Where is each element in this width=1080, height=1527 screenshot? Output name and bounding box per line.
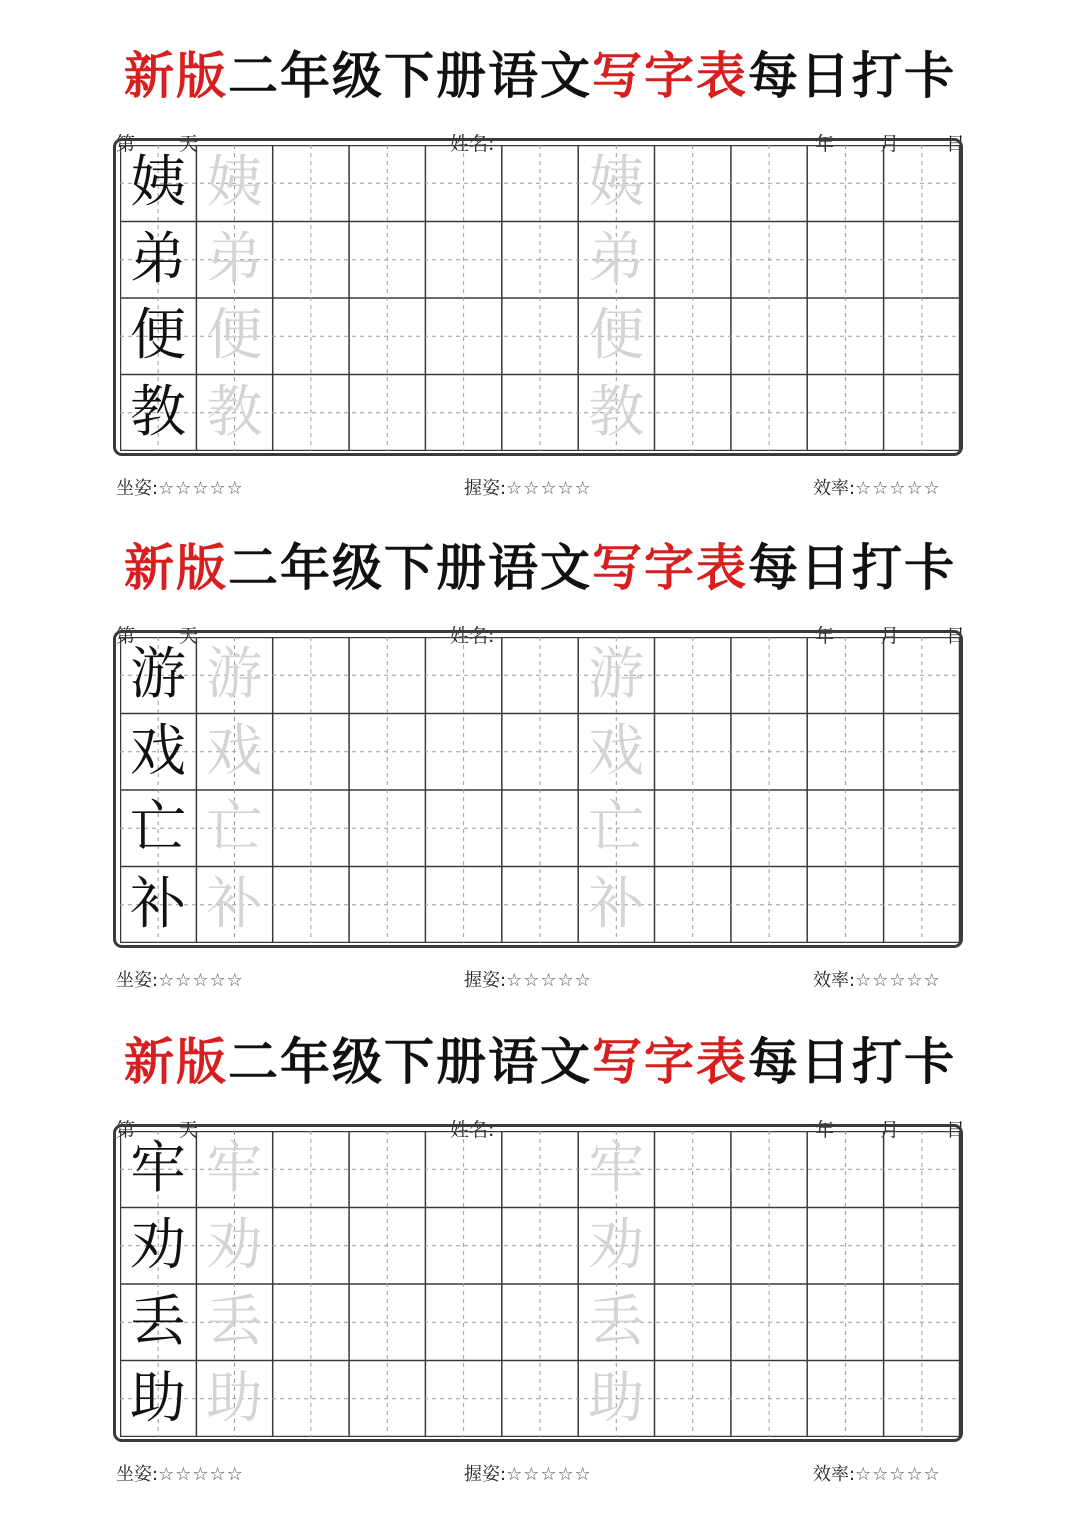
model-character: 戏 (130, 718, 186, 784)
efficiency-rating: 效率:☆☆☆☆☆ (813, 1464, 941, 1485)
trace-character: 教 (206, 379, 263, 445)
model-character: 姨 (130, 150, 186, 215)
efficiency-stars[interactable]: ☆☆☆☆☆ (855, 970, 941, 991)
model-character: 助 (130, 1365, 186, 1431)
model-character: 弟 (130, 226, 186, 292)
trace-character: 游 (588, 642, 645, 707)
model-character: 教 (130, 379, 186, 445)
trace-character: 丢 (588, 1289, 645, 1354)
name-field-label[interactable]: 姓名: (450, 133, 495, 155)
sitting-stars[interactable]: ☆☆☆☆☆ (158, 1464, 244, 1485)
grip-stars[interactable]: ☆☆☆☆☆ (506, 970, 592, 991)
model-character: 劝 (130, 1212, 186, 1278)
model-character-cell (120, 790, 196, 866)
model-character-cell (120, 1361, 196, 1437)
date-label: 日 (946, 133, 966, 155)
day-counter-label: 第 天 (116, 625, 199, 647)
model-character: 游 (130, 642, 186, 707)
trace-character-cell[interactable] (196, 790, 272, 866)
trace-character: 教 (588, 379, 645, 445)
trace-character-cell[interactable] (196, 298, 272, 374)
trace-character: 牢 (206, 1136, 263, 1201)
trace-character-cell[interactable] (196, 637, 272, 713)
month-label: 月 (880, 133, 900, 155)
trace-character: 助 (588, 1365, 645, 1431)
year-label: 年 (815, 1119, 835, 1141)
sitting-rating: 坐姿:☆☆☆☆☆ (116, 970, 244, 991)
month-label: 月 (880, 625, 900, 647)
day-counter-label: 第 天 (116, 1119, 199, 1141)
trace-character: 戏 (206, 718, 263, 784)
trace-character-cell[interactable] (196, 714, 272, 790)
name-field-label[interactable]: 姓名: (450, 625, 495, 647)
practice-section (0, 1026, 1080, 1526)
model-character: 丢 (130, 1289, 186, 1354)
grip-rating: 握姿:☆☆☆☆☆ (464, 970, 592, 991)
trace-character: 便 (206, 303, 263, 368)
model-character-cell (120, 222, 196, 298)
trace-character-cell[interactable] (578, 1208, 654, 1284)
practice-section (0, 532, 1080, 1032)
writing-grid (120, 1131, 960, 1437)
model-character-cell (120, 375, 196, 451)
date-label: 日 (946, 1119, 966, 1141)
date-label: 日 (946, 625, 966, 647)
trace-character: 戏 (588, 718, 645, 784)
trace-character-cell[interactable] (196, 1208, 272, 1284)
model-character-cell (120, 145, 196, 221)
model-character-cell (120, 298, 196, 374)
trace-character-cell[interactable] (578, 145, 654, 221)
trace-character-cell[interactable] (196, 1284, 272, 1360)
trace-character: 助 (206, 1365, 263, 1431)
trace-character-cell[interactable] (578, 222, 654, 298)
efficiency-rating: 效率:☆☆☆☆☆ (813, 970, 941, 991)
grip-stars[interactable]: ☆☆☆☆☆ (506, 1464, 592, 1485)
trace-character-cell[interactable] (196, 375, 272, 451)
grip-stars[interactable]: ☆☆☆☆☆ (506, 478, 592, 499)
model-character-cell (120, 1284, 196, 1360)
trace-character-cell[interactable] (578, 790, 654, 866)
model-character-cell (120, 637, 196, 713)
efficiency-rating: 效率:☆☆☆☆☆ (813, 478, 941, 499)
worksheet-title: 新版二年级下册语文写字表每日打卡 (124, 538, 956, 597)
efficiency-stars[interactable]: ☆☆☆☆☆ (855, 1464, 941, 1485)
trace-character: 劝 (206, 1212, 263, 1278)
worksheet-title: 新版二年级下册语文写字表每日打卡 (124, 1032, 956, 1091)
trace-character: 弟 (588, 226, 645, 292)
trace-character: 丢 (206, 1289, 263, 1354)
trace-character-cell[interactable] (578, 637, 654, 713)
trace-character: 补 (588, 871, 645, 937)
writing-grid (120, 145, 960, 451)
practice-section (0, 40, 1080, 540)
trace-character: 便 (588, 303, 645, 368)
model-character-cell (120, 1131, 196, 1207)
trace-character-cell[interactable] (578, 1361, 654, 1437)
trace-character: 姨 (588, 150, 645, 215)
trace-character-cell[interactable] (196, 1361, 272, 1437)
trace-character-cell[interactable] (196, 222, 272, 298)
trace-character-cell[interactable] (196, 867, 272, 943)
trace-character: 游 (206, 642, 263, 707)
model-character-cell (120, 867, 196, 943)
trace-character: 亡 (206, 795, 263, 860)
day-counter-label: 第 天 (116, 133, 199, 155)
year-label: 年 (815, 133, 835, 155)
grip-rating: 握姿:☆☆☆☆☆ (464, 1464, 592, 1485)
sitting-rating: 坐姿:☆☆☆☆☆ (116, 478, 244, 499)
model-character-cell (120, 1208, 196, 1284)
year-label: 年 (815, 625, 835, 647)
trace-character: 补 (206, 871, 263, 937)
model-character: 便 (130, 303, 186, 368)
trace-character-cell[interactable] (578, 1284, 654, 1360)
trace-character: 姨 (206, 150, 263, 215)
trace-character-cell[interactable] (578, 298, 654, 374)
sitting-stars[interactable]: ☆☆☆☆☆ (158, 970, 244, 991)
trace-character: 牢 (588, 1136, 645, 1201)
trace-character-cell[interactable] (196, 1131, 272, 1207)
model-character: 补 (130, 871, 186, 937)
trace-character-cell[interactable] (578, 1131, 654, 1207)
trace-character: 劝 (588, 1212, 645, 1278)
grip-rating: 握姿:☆☆☆☆☆ (464, 478, 592, 499)
trace-character-cell[interactable] (578, 867, 654, 943)
trace-character-cell[interactable] (196, 145, 272, 221)
name-field-label[interactable]: 姓名: (450, 1119, 495, 1141)
model-character: 亡 (130, 795, 186, 860)
month-label: 月 (880, 1119, 900, 1141)
sitting-stars[interactable]: ☆☆☆☆☆ (158, 478, 244, 499)
model-character-cell (120, 714, 196, 790)
efficiency-stars[interactable]: ☆☆☆☆☆ (855, 478, 941, 499)
worksheet-title: 新版二年级下册语文写字表每日打卡 (124, 46, 956, 105)
trace-character-cell[interactable] (578, 375, 654, 451)
trace-character: 弟 (206, 226, 263, 292)
trace-character-cell[interactable] (578, 714, 654, 790)
model-character: 牢 (130, 1136, 186, 1201)
writing-grid (120, 637, 960, 943)
sitting-rating: 坐姿:☆☆☆☆☆ (116, 1464, 244, 1485)
trace-character: 亡 (588, 795, 645, 860)
